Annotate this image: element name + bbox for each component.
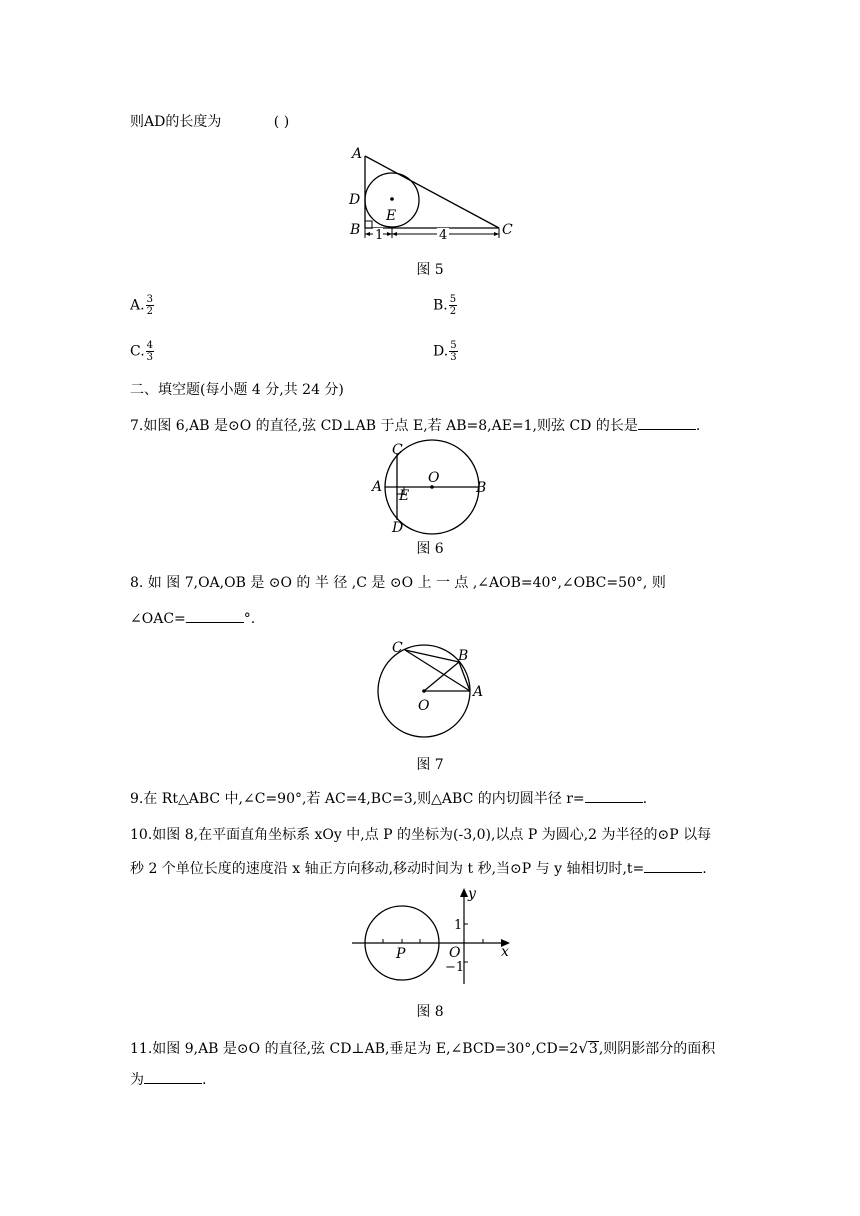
fig5-label-c: C [502,222,513,238]
option-a-letter: A. [130,297,145,314]
fig6-label-c: C [392,442,403,458]
q8-line-1: 8. 如 图 7,OA,OB 是 ⊙O 的 半 径 ,C 是 ⊙O 上 一 点 ,∠AOB=40°,∠OBC=50°, 则 [130,575,666,591]
q6-stem-line [130,112,289,132]
fig7-radius-ob [424,662,459,691]
q7-text-line: 7.如图 6,AB 是⊙O 的直径,弦 CD⊥AB 于点 E,若 AB=8,AE=1,则弦 CD 的长是 . [130,418,701,434]
option-c[interactable] [130,340,154,363]
fig5-label-a: A [352,146,363,162]
q7-body: AB 是⊙O 的直径,弦 CD⊥AB 于点 E,若 AB=8,AE=1,则弦 CD 的长是 [189,418,638,434]
fig5-label-d: D [349,192,361,208]
figure-5 [340,140,540,250]
q9-answer-blank[interactable] [585,790,643,803]
q11-answer-blank[interactable] [144,1071,202,1084]
fig7-center-dot [422,689,426,693]
fig8-label-p: P [396,946,406,962]
section-2-title: 二、填空题(每小题 4 分,共 24 分) [130,382,344,398]
figure-7-caption: 图 7 [416,757,444,773]
fig5-dim-4: 4 [439,228,448,243]
option-b-fraction: $\frac{5}{2}$ [449,294,457,317]
fig5-dim-1: 1 [375,228,384,243]
fig5-right-angle [365,221,372,228]
q6-answer-paren: ( ) [273,114,290,130]
q11-sqrt-radicand: 3 [588,1041,598,1057]
option-c-fraction: $\frac{4}{3}$ [146,340,154,363]
q8-line-2: ∠OAC= °. [130,611,256,627]
fig5-center-dot [390,197,394,201]
option-d-letter: D. [433,343,449,360]
figure-8-caption: 图 8 [416,1004,444,1020]
option-c-letter: C. [130,343,145,360]
fig8-label-x: x [501,944,509,960]
figure-6 [368,440,498,540]
fig8-label-neg-one: −1 [445,960,465,975]
fig6-label-o: O [428,470,440,486]
q10-line-1: 10.如图 8,在平面直角坐标系 xOy 中,点 P 的坐标为(-3,0),以点 P 为圆心,2 为半径的⊙P 以每 [130,827,712,843]
figure-6-caption: 图 6 [416,541,444,557]
q8-answer-blank[interactable] [186,610,244,623]
fig7-label-b: B [458,648,469,664]
fig7-label-a: A [473,684,484,700]
fig7-label-o: O [418,698,430,714]
q10-line-2: 秒 2 个单位长度的速度沿 x 轴正方向移动,移动时间为 t 秒,当⊙P 与 y 轴相切时,t= . [130,861,707,877]
q10-answer-blank[interactable] [644,860,702,873]
figure-8 [348,884,518,994]
fig7-label-c: C [392,640,403,656]
fig6-label-d: D [392,520,404,536]
option-a[interactable] [130,294,154,317]
option-b[interactable] [433,294,457,317]
fig6-label-a: A [372,479,383,495]
fig8-label-o: O [449,945,461,961]
option-d-fraction: $\frac{5}{3}$ [450,340,457,363]
q11-line-1: 11.如图 9,AB 是⊙O 的直径,弦 CD⊥AB,垂足为 E,∠BCD=30°,CD=2√3,则阴影部分的面积 [130,1039,716,1057]
fig6-label-b: B [476,480,487,496]
q11-line-2: 为 . [130,1072,207,1088]
fig7-chord-ba [459,662,470,691]
fig6-label-e: E [399,488,410,504]
fig5-label-b: B [350,222,361,238]
fig8-label-one: 1 [454,918,463,933]
fig5-label-e: E [386,208,397,224]
option-a-fraction: $\frac{3}{2}$ [146,294,153,317]
fig8-label-y: y [468,886,476,902]
q6-stem: 则AD的长度为 [130,114,222,130]
option-d[interactable] [433,340,458,363]
option-b-letter: B. [433,297,448,314]
figure-5-caption: 图 5 [416,262,444,278]
fig7-chord-cb [405,650,459,662]
q9-text-line: 9.在 Rt△ABC 中,∠C=90°,若 AC=4,BC=3,则△ABC 的内切圆半径 r= . [130,791,648,807]
figure-7 [372,634,512,749]
q7-answer-blank[interactable] [638,417,696,430]
q7-prefix: 7.如图 6, [130,418,190,434]
